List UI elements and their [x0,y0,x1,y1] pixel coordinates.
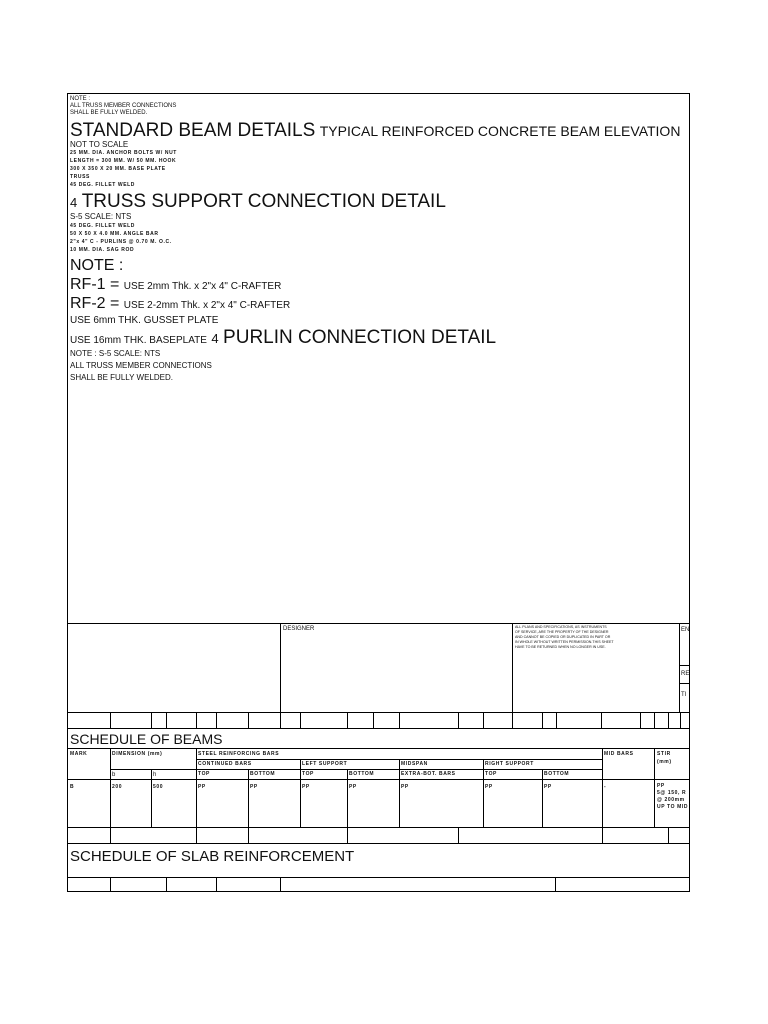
mid-bars-cell: - [604,784,607,790]
detail-note: 45 DEG. FILLET WELD [70,223,136,229]
bottom-header: BOTTOM [349,771,375,777]
table-divider [196,748,197,843]
table-divider [110,748,111,843]
table-divider [196,712,197,728]
table-divider [110,877,111,892]
table-divider [280,712,281,728]
table-divider [216,712,217,728]
h-header: h [153,772,157,778]
dimension-header: DIMENSION (mm) [112,751,163,757]
table-divider [248,769,249,827]
disclaimer-line: AND CANNOT BE COPIED OR DUPLICATED IN PART OR [515,635,611,639]
detail-note: 10 MM. DIA. SAG ROD [70,247,135,253]
table-divider [347,827,348,843]
table-divider [458,827,459,843]
designer-label: DESIGNER [283,626,315,632]
table-divider [110,712,111,728]
table-divider [151,769,152,827]
beam-schedule-title: SCHEDULE OF BEAMS [70,731,223,747]
detail-note: 25 MM. DIA. ANCHOR BOLTS W/ NUT [70,150,177,156]
midspan-header: MIDSPAN [401,761,428,767]
table-line [68,877,690,878]
bottom-header: BOTTOM [250,771,276,777]
top-note-label: NOTE : [70,96,91,102]
b-cell: 200 [112,784,123,790]
table-divider [347,769,348,827]
table-line [68,827,690,828]
rf1-text: USE 2mm Thk. x 2"x 4" C-RAFTER [123,281,282,292]
rf2-text: USE 2-2mm Thk. x 2"x 4" C-RAFTER [123,300,291,311]
title-block-label: RE [681,671,690,677]
detail-note: 45 DEG. FILLET WELD [70,182,136,188]
table-divider [542,712,543,728]
disclaimer-line: ALL PLANS AND SPECIFICATIONS, AS INSTRUMENTS [515,625,607,629]
table-divider [556,712,557,728]
heading-title: PURLIN CONNECTION DETAIL [223,327,497,348]
top-header: TOP [485,771,497,777]
bottom-cell: PP [544,784,552,790]
purlin-heading [70,328,496,347]
top-cell: PP [302,784,310,790]
detail-note: 50 X 50 X 4.0 MM. ANGLE BAR [70,231,159,237]
stirrups-header: STIR [657,751,671,757]
heading-title: TRUSS SUPPORT CONNECTION DETAIL [81,191,446,212]
table-divider [399,759,400,827]
table-divider [512,712,513,728]
table-divider [300,759,301,827]
stirrups-cell: 5@ 150, R [657,790,687,796]
top-header: TOP [198,771,210,777]
stirrups-unit: (mm) [657,759,672,765]
steel-header: STEEL REINFORCING BARS [198,751,280,757]
top-cell: PP [198,784,206,790]
stirrups-cell: PP [657,783,665,789]
table-line [68,712,690,713]
table-divider [166,712,167,728]
mark-header: MARK [70,751,88,757]
table-divider [654,748,655,827]
table-divider [248,712,249,728]
table-line [68,843,690,844]
table-divider [166,877,167,892]
connection-note: ALL TRUSS MEMBER CONNECTIONS [70,361,212,370]
right-support-header: RIGHT SUPPORT [485,761,534,767]
table-divider [601,712,602,728]
table-divider [680,712,681,728]
stirrups-cell: @ 200mm [657,797,685,803]
top-note-line: SHALL BE FULLY WELDED. [70,110,148,116]
continued-bars-header: CONTINUED BARS [198,761,252,767]
table-divider [280,877,281,892]
stirrups-cell: UP TO MID [657,804,689,810]
connection-note: SHALL BE FULLY WELDED. [70,373,173,382]
extra-bot-header: EXTRA-BOT. BARS [401,771,456,777]
table-divider [399,712,400,728]
table-divider [216,877,217,892]
table-divider [640,712,641,728]
bottom-cell: PP [250,784,258,790]
mark-cell: B [70,784,75,790]
heading-main: STANDARD BEAM DETAILS [70,120,316,141]
title-block-divider [679,623,680,712]
title-block-divider [512,623,513,712]
rf2-code: RF-2 = [70,295,120,312]
table-divider [248,827,249,843]
table-divider [458,712,459,728]
note-label: NOTE : [70,257,124,274]
table-line [110,769,602,770]
gusset-note: USE 6mm THK. GUSSET PLATE [70,315,219,326]
table-divider [151,712,152,728]
title-block-divider [280,623,281,712]
rf1-line [70,277,281,293]
table-divider [668,712,669,728]
title-block-line [679,665,690,666]
scale-note: S-5 SCALE: NTS [70,212,132,221]
rf2-line [70,296,290,312]
extra-bot-cell: PP [401,784,409,790]
table-divider [347,712,348,728]
table-divider [300,712,301,728]
top-note-line: ALL TRUSS MEMBER CONNECTIONS [70,103,177,109]
detail-note: TRUSS [70,174,90,180]
table-divider [542,769,543,827]
mid-bars-header: MID BARS [604,751,634,757]
standard-beam-heading [70,121,680,140]
title-block-top-line [68,623,690,624]
scale-note: NOTE : S-5 SCALE: NTS [70,349,161,358]
heading-number: 4 [211,331,219,346]
rf1-code: RF-1 = [70,276,120,293]
disclaimer-line: IN WHOLE WITHOUT WRITTEN PERMISSION.THIS SHEET [515,640,614,644]
table-line [68,779,690,780]
disclaimer-line: HAVE TO BE RETURNED WHEN NO LONGER IN USE. [515,645,606,649]
drawing-sheet [67,93,690,892]
detail-note: 300 X 350 X 20 MM. BASE PLATE [70,166,166,172]
table-divider [555,877,556,892]
left-support-header: LEFT SUPPORT [302,761,348,767]
title-block-label: TI [681,692,687,698]
truss-support-heading [70,192,446,211]
table-line [68,748,690,749]
b-header: b [112,772,116,778]
table-divider [602,748,603,843]
bottom-header: BOTTOM [544,771,570,777]
detail-note: LENGTH = 300 MM. W/ 50 MM. HOOK [70,158,177,164]
detail-note: 2"x 4" C - PURLINS @ 0.70 M. O.C. [70,239,172,245]
table-divider [668,827,669,843]
top-header: TOP [302,771,314,777]
heading-number: 4 [70,195,78,210]
title-block-line [679,683,690,684]
scale-note: NOT TO SCALE [70,140,129,149]
heading-secondary: TYPICAL REINFORCED CONCRETE BEAM ELEVATION [319,123,681,139]
slab-schedule-title: SCHEDULE OF SLAB REINFORCEMENT [70,848,355,865]
h-cell: 500 [153,784,164,790]
table-line [68,728,690,729]
disclaimer-text [515,625,614,650]
table-divider [654,712,655,728]
table-divider [483,712,484,728]
table-divider [483,759,484,827]
baseplate-note: USE 16mm THK. BASEPLATE [70,335,207,346]
bottom-cell: PP [349,784,357,790]
table-divider [373,712,374,728]
title-block-label: EN [681,627,690,633]
top-cell: PP [485,784,493,790]
disclaimer-line: OF SERVICE, ARE THE PROPERTY OF THE DESIGNER [515,630,609,634]
